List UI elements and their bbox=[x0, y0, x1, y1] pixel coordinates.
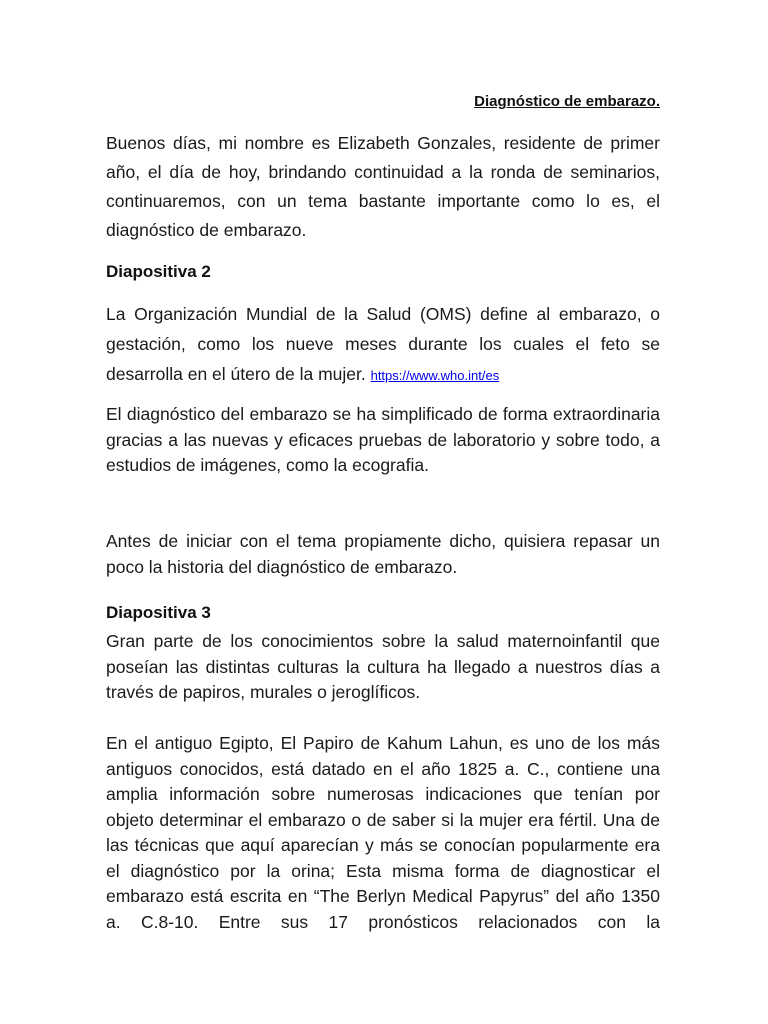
history-intro-paragraph: Antes de iniciar con el tema propiamente dicho, quisiera repasar un poco la historia del diagnóstico de embarazo. bbox=[106, 531, 660, 577]
intro-paragraph: Buenos días, mi nombre es Elizabeth Gonzales, residente de primer año, el día de hoy, brindando continuidad a la ronda de seminarios, continuaremos, con un tema bastante importante como lo es, el diagnóstico de embarazo. bbox=[106, 133, 660, 240]
slide-3-heading: Diapositiva 3 bbox=[106, 603, 211, 622]
diagnosis-paragraph: El diagnóstico del embarazo se ha simplificado de forma extraordinaria gracias a las nuevas y eficaces pruebas de laboratorio y sobre todo, a estudios de imágenes, como la ecografia. bbox=[106, 404, 660, 475]
document-title: Diagnóstico de embarazo. bbox=[474, 93, 660, 110]
cultures-paragraph: Gran parte de los conocimientos sobre la salud maternoinfantil que poseían las distintas culturas la cultura ha llegado a nuestros días a través de papiros, murales o jeroglíficos. bbox=[106, 631, 660, 702]
oms-paragraph-text: La Organización Mundial de la Salud (OMS) define al embarazo, o gestación, como los nueve meses durante los cuales el feto se desarrolla en el útero de la mujer. bbox=[106, 304, 660, 384]
egypt-paragraph: En el antiguo Egipto, El Papiro de Kahum Lahun, es uno de los más antiguos conocidos, está datado en el año 1825 a. C., contiene una amplia información sobre numerosas indicaciones que tenían por objeto determinar el embarazo o de saber si la mujer era fértil. Una de las técnicas que aquí aparecían y más se conocían popularmente era el diagnóstico por la orina; Esta misma forma de diagnosticar el embarazo está escrita en “The Berlyn Medical Papyrus” del año 1350 a. C.8-10. Entre sus 17 pronósticos relacionados con la bbox=[106, 733, 660, 932]
oms-paragraph bbox=[106, 299, 660, 391]
who-link[interactable]: https://www.who.int/es bbox=[370, 368, 500, 383]
slide-2-heading: Diapositiva 2 bbox=[106, 262, 211, 281]
